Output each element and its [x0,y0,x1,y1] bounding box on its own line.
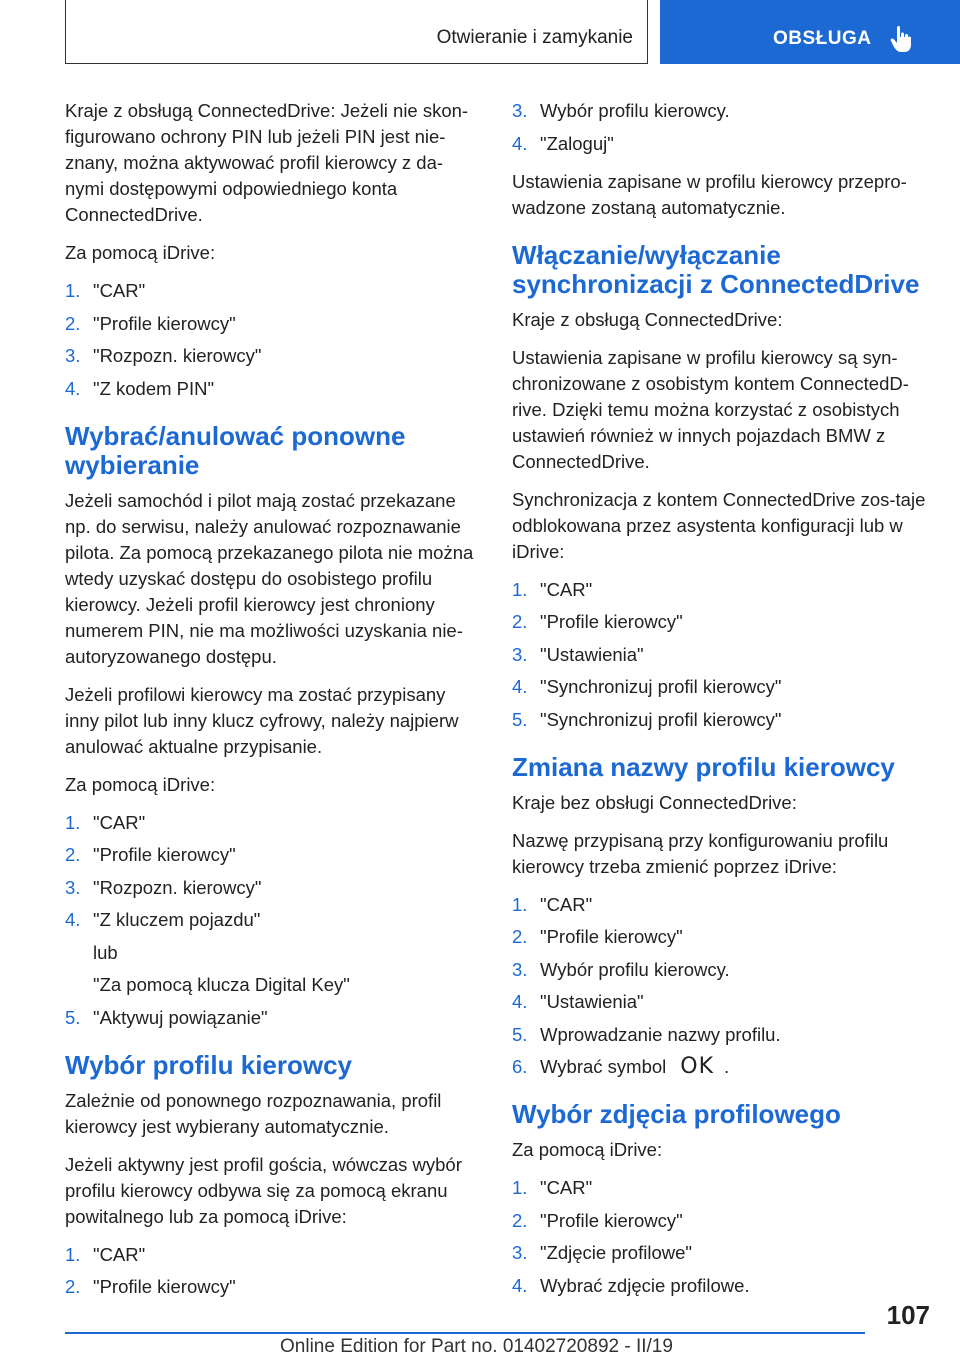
step-number: 3. [512,100,528,121]
body-paragraph: Zależnie od ponownego rozpoznawania, profil kierowcy jest wybierany automatycznie. [65,1089,442,1137]
chapter-tab-label: OBSŁUGA [773,28,872,49]
idrive-label: Za pomocą iDrive: [65,773,216,795]
steps-list [512,892,932,1081]
list-item [65,343,480,369]
step-text: "Synchronizuj profil kierowcy" [540,676,782,697]
step-number: 3. [65,876,81,898]
step-number: 4. [512,676,528,697]
step-text-group [540,1054,932,1080]
step-text: "Profile kierowcy" [540,926,683,947]
step-text: "Z kodem PIN" [93,377,215,399]
step-number: 3. [512,1242,528,1263]
step-text: "CAR" [540,1177,593,1198]
step-text: Wybór profilu kierowcy. [540,958,730,980]
list-item [512,1240,932,1266]
list-item [65,278,480,304]
step-text: "Rozpozn. kierowcy" [93,345,262,366]
list-item [65,1274,480,1300]
body-paragraph: Ustawienia zapisane w profilu kierowcy są syn-chronizowane z osobistym kontem ConnectedD-rive. Dzięki temu można korzystać z osobistych ustawień również w innych pojazdach BMW z ConnectedDrive. [512,346,909,472]
step-text: "Profile kierowcy" [93,844,236,865]
body-paragraph: Kraje z obsługą ConnectedDrive: [512,308,783,330]
steps-list [65,1242,480,1301]
step-number: 4. [65,377,81,399]
step-text: Wybrać zdjęcie profilowe. [540,1274,750,1296]
body-paragraph: Jeżeli samochód i pilot mają zostać przekazane np. do serwisu, należy anulować rozpoznawanie pilota. Za pomocą przekazanego pilota nie można wtedy uzyskać dostępu do osobistego profilu kierowcy. Jeżeli profil kierowcy jest chroniony numerem PIN, nie ma możliwości uzyskania nie-autoryzowanego dostępu. [65,489,474,667]
list-item [512,642,932,668]
step-number: 3. [512,643,528,665]
list-item [512,1022,932,1048]
step-number: 2. [65,312,81,334]
step-text: "CAR" [540,578,593,600]
body-paragraph: Kraje bez obsługi ConnectedDrive: [512,791,797,813]
step-text: "CAR" [540,893,593,915]
step-number: 4. [512,132,528,154]
idrive-label: Za pomocą iDrive: [65,242,216,263]
list-item [512,989,932,1015]
step-text: "Profile kierowcy" [540,1209,683,1231]
step-text: Wybrać symbol [540,1056,667,1077]
step-text: "Profile kierowcy" [93,312,236,334]
step-text: "Rozpozn. kierowcy" [93,876,262,898]
page-header [65,0,960,66]
step-text-group [93,907,480,998]
list-item [512,892,932,918]
footer-edition: Online Edition for Part no. 01402720892 - II/19 [280,1336,673,1357]
intro-paragraph: Kraje z obsługą ConnectedDrive: Jeżeli nie skon-figurowano ochrony PIN lub jeżeli PIN jest nie-znany, można aktywować profil kierowcy z da-nymi dostępowymi odpowiedniego konta ConnectedDrive. [65,100,469,225]
section-title-label: Otwieranie i zamykanie [436,27,633,48]
list-item [512,98,932,124]
steps-list [65,810,480,1031]
list-item [512,609,932,635]
chapter-tab[interactable] [660,0,960,64]
step-number: 1. [65,280,81,301]
list-item [512,674,932,700]
step-number: 1. [512,893,528,915]
step-text: "Ustawienia" [540,991,644,1012]
list-item [65,1242,480,1268]
step-number: 5. [65,1006,81,1028]
list-item [65,875,480,901]
step-text: "Profile kierowcy" [540,611,683,632]
step-text: "Ustawienia" [540,643,644,665]
list-item [65,842,480,868]
step-alternative-word: lub [93,941,118,963]
list-item [65,1005,480,1031]
steps-list [512,98,932,157]
page-number: 107 [886,1300,930,1330]
step-number: 3. [65,345,81,366]
step-text-end: . [724,1056,730,1077]
step-text: "Profile kierowcy" [93,1276,236,1297]
step-number: 2. [512,611,528,632]
step-text: Wprowadzanie nazwy profilu. [540,1023,781,1045]
list-item [512,577,932,603]
list-item [512,957,932,983]
idrive-label: Za pomocą iDrive: [512,1139,663,1160]
body-paragraph: Jeżeli aktywny jest profil gościa, wówczas wybór profilu kierowcy odbywa się za pomocą ekranu powitalnego lub za pomocą iDrive: [65,1153,462,1227]
list-item [512,1175,932,1201]
list-item [512,707,932,733]
body-paragraph: Nazwę przypisaną przy konfigurowaniu profilu kierowcy trzeba zmienić poprzez iDrive: [512,829,889,877]
section-heading: Włączanie/wyłączanie synchronizacji z ConnectedDrive [512,239,920,299]
step-number: 2. [512,1209,528,1231]
section-heading: Wybrać/anulować ponowne wybieranie [65,420,406,480]
section-heading: Wybór zdjęcia profilowego [512,1099,841,1129]
body-paragraph: Jeżeli profilowi kierowcy ma zostać przypisany inny pilot lub inny klucz cyfrowy, należy najpierw anulować aktualne przypisanie. [65,683,459,757]
list-item [65,907,480,998]
step-number: 5. [512,1023,528,1045]
step-text: Wybór profilu kierowcy. [540,100,730,121]
step-number: 4. [512,1274,528,1296]
step-number: 2. [65,1276,81,1297]
body-paragraph: Ustawienia zapisane w profilu kierowcy przepro-wadzone zostaną automatycznie. [512,170,907,218]
steps-list [512,577,932,733]
step-text: "CAR" [93,1243,146,1265]
step-number: 5. [512,708,528,730]
step-number: 3. [512,958,528,980]
step-text: "Z kluczem pojazdu" [93,909,261,930]
step-number: 1. [65,1243,81,1265]
step-text: "Zdjęcie profilowe" [540,1242,692,1263]
list-item [512,131,932,157]
step-number: 1. [65,811,81,833]
list-item [512,1054,932,1080]
steps-list [512,1175,932,1299]
list-item [65,311,480,337]
step-text: "Aktywuj powiązanie" [93,1006,268,1028]
step-number: 1. [512,578,528,600]
step-number: 2. [65,844,81,865]
hand-pointer-icon [890,26,912,52]
list-item [512,924,932,950]
step-text: "CAR" [93,280,146,301]
step-number: 2. [512,926,528,947]
footer-divider [65,1332,865,1334]
step-number: 4. [512,991,528,1012]
section-title [65,0,648,64]
list-item [65,376,480,402]
left-column [65,98,480,1312]
steps-list [65,278,480,402]
step-text: "Zaloguj" [540,132,614,154]
step-alternative: "Za pomocą klucza Digital Key" [93,974,350,995]
step-number: 6. [512,1056,528,1077]
step-text: "CAR" [93,811,146,833]
section-heading: Wybór profilu kierowcy [65,1049,353,1080]
right-column [512,98,932,1311]
ok-symbol-icon: OK [680,1054,715,1079]
list-item [512,1273,932,1299]
list-item [512,1208,932,1234]
step-number: 4. [65,909,81,930]
body-paragraph: Synchronizacja z kontem ConnectedDrive zos-taje odblokowana przez asystenta konfiguracji lub w iDrive: [512,488,926,562]
section-heading: Zmiana nazwy profilu kierowcy [512,751,895,782]
step-number: 1. [512,1177,528,1198]
list-item [65,810,480,836]
step-text: "Synchronizuj profil kierowcy" [540,708,782,730]
